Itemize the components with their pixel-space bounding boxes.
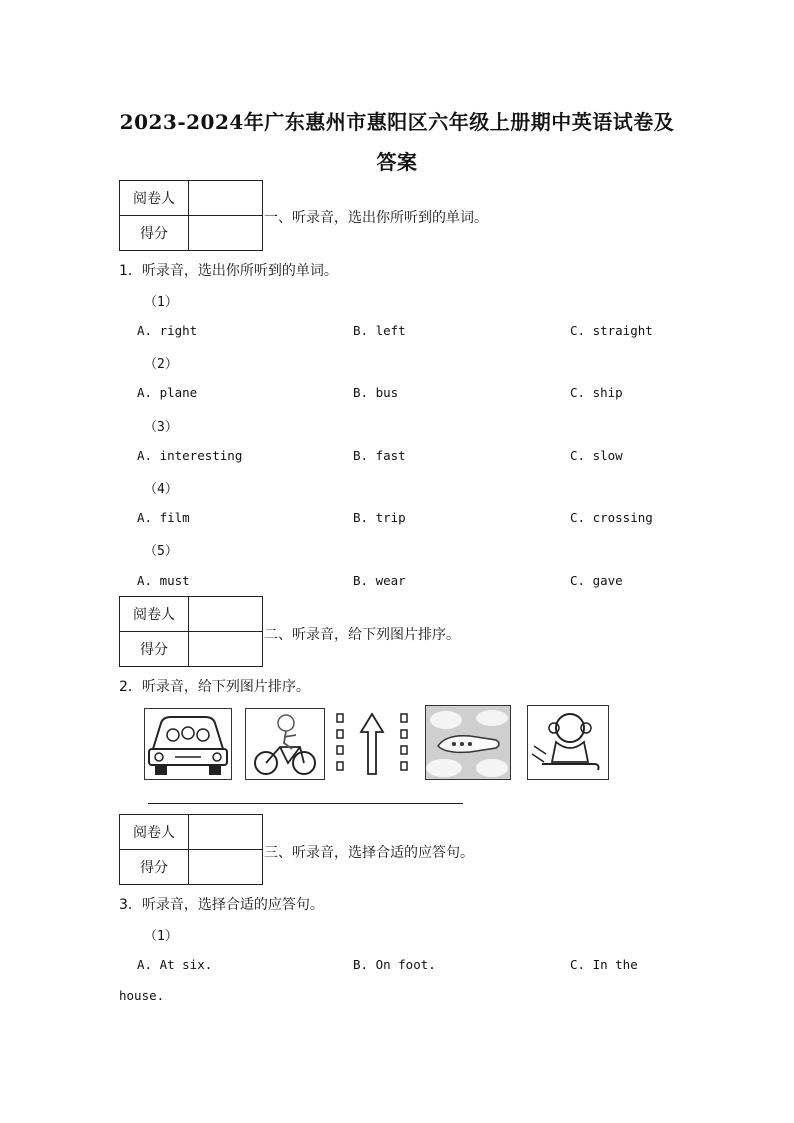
- option-a[interactable]: A. right: [137, 323, 198, 338]
- option-c[interactable]: C. straight: [570, 323, 653, 338]
- reviewer-cell[interactable]: [189, 181, 263, 216]
- reviewer-label: 阅卷人: [120, 597, 189, 632]
- bicycle-picture-icon: [245, 708, 325, 780]
- arrow-crossing-icon: [333, 712, 413, 776]
- reviewer-cell[interactable]: [189, 815, 263, 850]
- sled-child-picture-icon: [527, 705, 609, 780]
- option-b[interactable]: B. left: [353, 323, 406, 338]
- section-heading-2: 二、听录音，给下列图片排序。: [264, 627, 460, 643]
- option-a[interactable]: A. At six.: [137, 957, 213, 972]
- item-number: （5）: [144, 544, 178, 559]
- option-a[interactable]: A. plane: [137, 385, 198, 400]
- question-1-heading: 1．听录音，选出你所听到的单词。: [119, 263, 338, 279]
- option-c[interactable]: C. In the: [570, 957, 638, 972]
- score-label: 得分: [120, 216, 189, 251]
- page-title-line1: 2023-2024年广东惠州市惠阳区六年级上册期中英语试卷及: [119, 110, 675, 134]
- option-b[interactable]: B. trip: [353, 510, 406, 525]
- page-title-line2: 答案: [376, 150, 418, 174]
- option-a[interactable]: A. film: [137, 510, 190, 525]
- option-a[interactable]: A. must: [137, 573, 190, 588]
- score-cell[interactable]: [189, 632, 263, 667]
- score-table-3: [119, 814, 263, 885]
- reviewer-label: 阅卷人: [120, 815, 189, 850]
- score-label: 得分: [120, 632, 189, 667]
- question-2-heading: 2．听录音，给下列图片排序。: [119, 679, 310, 695]
- section-heading-3: 三、听录音，选择合适的应答句。: [264, 845, 474, 861]
- score-cell[interactable]: [189, 850, 263, 885]
- option-b[interactable]: B. wear: [353, 573, 406, 588]
- score-cell[interactable]: [189, 216, 263, 251]
- item-number: （3）: [144, 420, 178, 435]
- score-label: 得分: [120, 850, 189, 885]
- option-c[interactable]: C. crossing: [570, 510, 653, 525]
- option-a[interactable]: A. interesting: [137, 448, 243, 463]
- option-c[interactable]: C. slow: [570, 448, 623, 463]
- item-number: （4）: [144, 482, 178, 497]
- answer-line[interactable]: [148, 803, 463, 804]
- option-b[interactable]: B. On foot.: [353, 957, 436, 972]
- item-number: （2）: [144, 357, 178, 372]
- item-number: （1）: [144, 295, 178, 310]
- section-heading-1: 一、听录音，选出你所听到的单词。: [264, 210, 488, 226]
- option-c-wrap[interactable]: house.: [119, 988, 165, 1003]
- score-table-2: [119, 596, 263, 667]
- item-number: （1）: [144, 929, 178, 944]
- question-3-heading: 3．听录音，选择合适的应答句。: [119, 897, 324, 913]
- option-b[interactable]: B. bus: [353, 385, 399, 400]
- plane-clouds-picture-icon: [425, 705, 511, 780]
- option-b[interactable]: B. fast: [353, 448, 406, 463]
- option-c[interactable]: C. ship: [570, 385, 623, 400]
- car-picture-icon: [144, 708, 232, 780]
- reviewer-label: 阅卷人: [120, 181, 189, 216]
- option-c[interactable]: C. gave: [570, 573, 623, 588]
- score-table-1: [119, 180, 263, 251]
- reviewer-cell[interactable]: [189, 597, 263, 632]
